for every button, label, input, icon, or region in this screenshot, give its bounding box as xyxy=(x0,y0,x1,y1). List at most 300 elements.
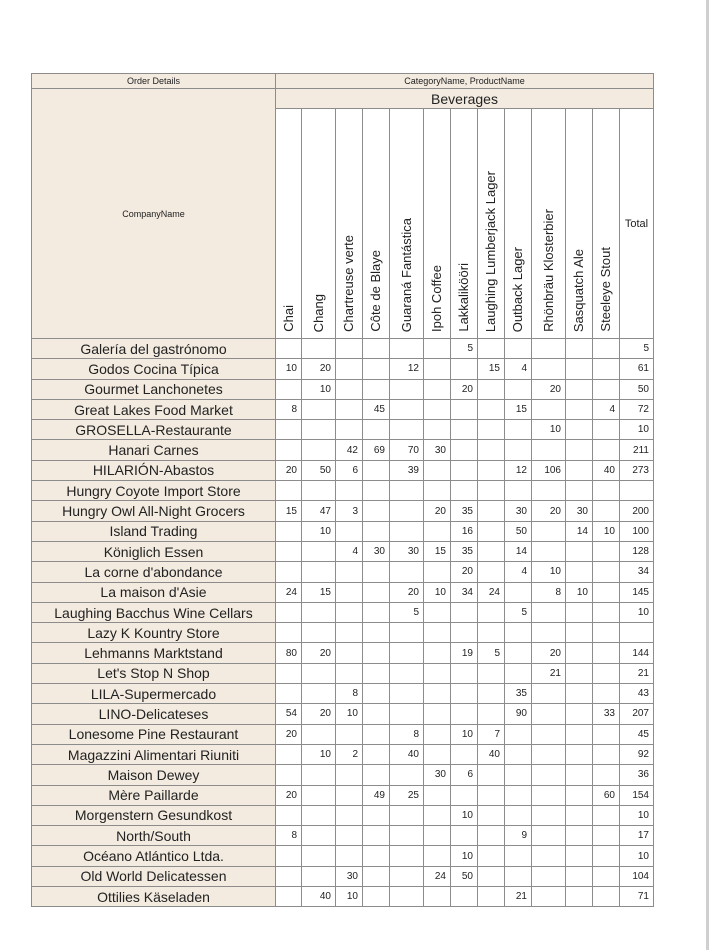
value-cell[interactable] xyxy=(566,399,593,419)
value-cell[interactable] xyxy=(505,805,532,825)
value-cell[interactable] xyxy=(390,684,424,704)
value-cell[interactable] xyxy=(424,521,451,541)
value-cell[interactable] xyxy=(336,562,363,582)
total-cell[interactable]: 10 xyxy=(620,805,654,825)
value-cell[interactable] xyxy=(390,501,424,521)
total-cell[interactable]: 10 xyxy=(620,602,654,622)
value-cell[interactable] xyxy=(390,339,424,359)
value-cell[interactable] xyxy=(276,846,302,866)
value-cell[interactable]: 40 xyxy=(593,460,620,480)
value-cell[interactable]: 70 xyxy=(390,440,424,460)
value-cell[interactable]: 2 xyxy=(336,744,363,764)
value-cell[interactable]: 8 xyxy=(276,826,302,846)
total-cell[interactable]: 10 xyxy=(620,420,654,440)
value-cell[interactable]: 35 xyxy=(505,684,532,704)
value-cell[interactable] xyxy=(336,846,363,866)
value-cell[interactable] xyxy=(478,602,505,622)
value-cell[interactable] xyxy=(451,663,478,683)
value-cell[interactable]: 10 xyxy=(566,582,593,602)
value-cell[interactable] xyxy=(363,481,390,501)
value-cell[interactable] xyxy=(593,602,620,622)
value-cell[interactable] xyxy=(532,602,566,622)
product-header[interactable] xyxy=(451,109,478,339)
value-cell[interactable] xyxy=(302,826,336,846)
product-header[interactable] xyxy=(424,109,451,339)
value-cell[interactable]: 30 xyxy=(505,501,532,521)
company-row-header[interactable]: La maison d'Asie xyxy=(32,582,276,602)
value-cell[interactable] xyxy=(451,684,478,704)
value-cell[interactable] xyxy=(363,460,390,480)
value-cell[interactable] xyxy=(566,339,593,359)
value-cell[interactable] xyxy=(478,846,505,866)
value-cell[interactable] xyxy=(451,399,478,419)
value-cell[interactable] xyxy=(505,765,532,785)
company-row-header[interactable]: Hungry Coyote Import Store xyxy=(32,481,276,501)
company-row-header[interactable]: Island Trading xyxy=(32,521,276,541)
value-cell[interactable] xyxy=(424,562,451,582)
company-row-header[interactable]: Morgenstern Gesundkost xyxy=(32,805,276,825)
company-row-header[interactable]: Océano Atlántico Ltda. xyxy=(32,846,276,866)
value-cell[interactable] xyxy=(566,744,593,764)
value-cell[interactable]: 30 xyxy=(363,541,390,561)
company-row-header[interactable]: LINO-Delicateses xyxy=(32,704,276,724)
value-cell[interactable] xyxy=(276,602,302,622)
value-cell[interactable] xyxy=(478,663,505,683)
value-cell[interactable] xyxy=(451,704,478,724)
value-cell[interactable] xyxy=(302,481,336,501)
value-cell[interactable] xyxy=(451,887,478,907)
value-cell[interactable] xyxy=(566,440,593,460)
value-cell[interactable] xyxy=(276,805,302,825)
value-cell[interactable] xyxy=(363,602,390,622)
total-cell[interactable]: 50 xyxy=(620,379,654,399)
value-cell[interactable] xyxy=(593,481,620,501)
company-row-header[interactable]: Laughing Bacchus Wine Cellars xyxy=(32,602,276,622)
value-cell[interactable] xyxy=(336,724,363,744)
value-cell[interactable]: 10 xyxy=(302,379,336,399)
value-cell[interactable] xyxy=(336,826,363,846)
value-cell[interactable]: 20 xyxy=(532,501,566,521)
value-cell[interactable] xyxy=(424,359,451,379)
value-cell[interactable] xyxy=(363,582,390,602)
value-cell[interactable] xyxy=(478,379,505,399)
value-cell[interactable] xyxy=(451,623,478,643)
value-cell[interactable] xyxy=(302,623,336,643)
value-cell[interactable]: 30 xyxy=(336,866,363,886)
value-cell[interactable]: 10 xyxy=(532,562,566,582)
value-cell[interactable] xyxy=(505,339,532,359)
value-cell[interactable]: 20 xyxy=(451,379,478,399)
company-name-header[interactable]: CompanyName xyxy=(32,89,276,339)
value-cell[interactable] xyxy=(336,643,363,663)
value-cell[interactable] xyxy=(566,359,593,379)
company-row-header[interactable]: Maison Dewey xyxy=(32,765,276,785)
value-cell[interactable] xyxy=(593,643,620,663)
value-cell[interactable] xyxy=(566,602,593,622)
value-cell[interactable] xyxy=(566,765,593,785)
value-cell[interactable] xyxy=(424,724,451,744)
value-cell[interactable] xyxy=(424,623,451,643)
value-cell[interactable] xyxy=(505,846,532,866)
value-cell[interactable] xyxy=(566,684,593,704)
value-cell[interactable] xyxy=(478,440,505,460)
company-row-header[interactable]: Let's Stop N Shop xyxy=(32,663,276,683)
value-cell[interactable] xyxy=(532,481,566,501)
value-cell[interactable]: 40 xyxy=(390,744,424,764)
value-cell[interactable]: 5 xyxy=(390,602,424,622)
value-cell[interactable]: 20 xyxy=(532,643,566,663)
value-cell[interactable]: 14 xyxy=(566,521,593,541)
value-cell[interactable] xyxy=(363,501,390,521)
value-cell[interactable] xyxy=(593,501,620,521)
value-cell[interactable]: 10 xyxy=(451,724,478,744)
value-cell[interactable] xyxy=(478,623,505,643)
value-cell[interactable] xyxy=(390,704,424,724)
value-cell[interactable] xyxy=(593,562,620,582)
value-cell[interactable]: 42 xyxy=(336,440,363,460)
product-header[interactable] xyxy=(505,109,532,339)
value-cell[interactable]: 30 xyxy=(424,765,451,785)
value-cell[interactable] xyxy=(336,359,363,379)
value-cell[interactable] xyxy=(532,440,566,460)
value-cell[interactable]: 34 xyxy=(451,582,478,602)
value-cell[interactable] xyxy=(566,623,593,643)
value-cell[interactable] xyxy=(336,602,363,622)
value-cell[interactable]: 8 xyxy=(532,582,566,602)
value-cell[interactable] xyxy=(593,420,620,440)
value-cell[interactable]: 10 xyxy=(593,521,620,541)
total-cell[interactable]: 17 xyxy=(620,826,654,846)
value-cell[interactable] xyxy=(424,704,451,724)
value-cell[interactable]: 9 xyxy=(505,826,532,846)
value-cell[interactable] xyxy=(424,744,451,764)
value-cell[interactable] xyxy=(390,805,424,825)
company-row-header[interactable]: HILARIÓN-Abastos xyxy=(32,460,276,480)
value-cell[interactable] xyxy=(302,846,336,866)
value-cell[interactable] xyxy=(390,663,424,683)
value-cell[interactable]: 19 xyxy=(451,643,478,663)
company-row-header[interactable]: LILA-Supermercado xyxy=(32,684,276,704)
value-cell[interactable] xyxy=(451,826,478,846)
value-cell[interactable]: 90 xyxy=(505,704,532,724)
value-cell[interactable] xyxy=(424,481,451,501)
value-cell[interactable] xyxy=(302,440,336,460)
value-cell[interactable]: 4 xyxy=(505,359,532,379)
value-cell[interactable]: 4 xyxy=(593,399,620,419)
value-cell[interactable] xyxy=(532,765,566,785)
value-cell[interactable] xyxy=(566,846,593,866)
value-cell[interactable] xyxy=(532,541,566,561)
value-cell[interactable]: 5 xyxy=(451,339,478,359)
total-cell[interactable]: 36 xyxy=(620,765,654,785)
value-cell[interactable] xyxy=(424,339,451,359)
value-cell[interactable] xyxy=(424,399,451,419)
value-cell[interactable] xyxy=(302,663,336,683)
total-cell[interactable]: 5 xyxy=(620,339,654,359)
value-cell[interactable] xyxy=(505,866,532,886)
value-cell[interactable]: 80 xyxy=(276,643,302,663)
value-cell[interactable] xyxy=(566,643,593,663)
value-cell[interactable] xyxy=(276,481,302,501)
value-cell[interactable] xyxy=(478,704,505,724)
value-cell[interactable] xyxy=(390,623,424,643)
value-cell[interactable]: 106 xyxy=(532,460,566,480)
value-cell[interactable]: 30 xyxy=(390,541,424,561)
value-cell[interactable]: 10 xyxy=(336,887,363,907)
value-cell[interactable] xyxy=(302,562,336,582)
total-cell[interactable]: 154 xyxy=(620,785,654,805)
value-cell[interactable]: 20 xyxy=(390,582,424,602)
value-cell[interactable]: 5 xyxy=(505,602,532,622)
company-row-header[interactable]: North/South xyxy=(32,826,276,846)
value-cell[interactable]: 40 xyxy=(478,744,505,764)
value-cell[interactable] xyxy=(478,501,505,521)
value-cell[interactable] xyxy=(478,562,505,582)
value-cell[interactable]: 20 xyxy=(302,643,336,663)
value-cell[interactable]: 5 xyxy=(478,643,505,663)
value-cell[interactable] xyxy=(302,684,336,704)
order-details-header[interactable]: Order Details xyxy=(32,74,276,89)
value-cell[interactable] xyxy=(593,805,620,825)
value-cell[interactable] xyxy=(451,481,478,501)
total-cell[interactable]: 207 xyxy=(620,704,654,724)
value-cell[interactable] xyxy=(505,440,532,460)
value-cell[interactable] xyxy=(276,663,302,683)
value-cell[interactable] xyxy=(593,887,620,907)
value-cell[interactable]: 69 xyxy=(363,440,390,460)
value-cell[interactable]: 10 xyxy=(532,420,566,440)
product-header[interactable] xyxy=(532,109,566,339)
value-cell[interactable]: 6 xyxy=(336,460,363,480)
value-cell[interactable] xyxy=(532,785,566,805)
company-row-header[interactable]: GROSELLA-Restaurante xyxy=(32,420,276,440)
value-cell[interactable]: 15 xyxy=(478,359,505,379)
value-cell[interactable] xyxy=(478,541,505,561)
value-cell[interactable]: 10 xyxy=(451,805,478,825)
value-cell[interactable] xyxy=(478,521,505,541)
value-cell[interactable]: 50 xyxy=(451,866,478,886)
value-cell[interactable]: 10 xyxy=(302,744,336,764)
value-cell[interactable]: 20 xyxy=(532,379,566,399)
value-cell[interactable] xyxy=(390,866,424,886)
value-cell[interactable] xyxy=(532,399,566,419)
value-cell[interactable]: 20 xyxy=(276,785,302,805)
value-cell[interactable] xyxy=(532,744,566,764)
value-cell[interactable] xyxy=(566,481,593,501)
total-cell[interactable]: 21 xyxy=(620,663,654,683)
value-cell[interactable] xyxy=(478,460,505,480)
value-cell[interactable]: 4 xyxy=(505,562,532,582)
value-cell[interactable]: 21 xyxy=(532,663,566,683)
value-cell[interactable] xyxy=(336,399,363,419)
value-cell[interactable] xyxy=(390,562,424,582)
value-cell[interactable]: 4 xyxy=(336,541,363,561)
value-cell[interactable]: 8 xyxy=(390,724,424,744)
company-row-header[interactable]: Galería del gastrónomo xyxy=(32,339,276,359)
value-cell[interactable] xyxy=(593,826,620,846)
value-cell[interactable] xyxy=(593,684,620,704)
total-cell[interactable]: 10 xyxy=(620,846,654,866)
value-cell[interactable] xyxy=(478,339,505,359)
value-cell[interactable] xyxy=(566,663,593,683)
value-cell[interactable] xyxy=(302,724,336,744)
value-cell[interactable] xyxy=(566,562,593,582)
value-cell[interactable]: 20 xyxy=(276,460,302,480)
company-row-header[interactable]: Mère Paillarde xyxy=(32,785,276,805)
total-cell[interactable]: 200 xyxy=(620,501,654,521)
value-cell[interactable] xyxy=(478,420,505,440)
value-cell[interactable] xyxy=(363,339,390,359)
value-cell[interactable] xyxy=(505,785,532,805)
value-cell[interactable] xyxy=(593,866,620,886)
value-cell[interactable] xyxy=(532,826,566,846)
value-cell[interactable] xyxy=(478,399,505,419)
value-cell[interactable]: 54 xyxy=(276,704,302,724)
total-cell[interactable]: 145 xyxy=(620,582,654,602)
product-header[interactable] xyxy=(302,109,336,339)
value-cell[interactable] xyxy=(451,785,478,805)
value-cell[interactable] xyxy=(593,582,620,602)
product-header[interactable] xyxy=(390,109,424,339)
value-cell[interactable] xyxy=(336,765,363,785)
value-cell[interactable] xyxy=(593,724,620,744)
company-row-header[interactable]: Hanari Carnes xyxy=(32,440,276,460)
value-cell[interactable] xyxy=(336,481,363,501)
value-cell[interactable] xyxy=(566,704,593,724)
value-cell[interactable]: 10 xyxy=(276,359,302,379)
value-cell[interactable] xyxy=(336,663,363,683)
value-cell[interactable] xyxy=(424,826,451,846)
value-cell[interactable] xyxy=(390,846,424,866)
value-cell[interactable] xyxy=(363,724,390,744)
value-cell[interactable]: 39 xyxy=(390,460,424,480)
value-cell[interactable] xyxy=(390,643,424,663)
value-cell[interactable]: 45 xyxy=(363,399,390,419)
value-cell[interactable] xyxy=(532,339,566,359)
value-cell[interactable] xyxy=(390,481,424,501)
value-cell[interactable] xyxy=(276,521,302,541)
value-cell[interactable] xyxy=(566,805,593,825)
total-cell[interactable]: 211 xyxy=(620,440,654,460)
value-cell[interactable] xyxy=(593,765,620,785)
value-cell[interactable]: 24 xyxy=(424,866,451,886)
value-cell[interactable] xyxy=(336,623,363,643)
value-cell[interactable] xyxy=(451,744,478,764)
value-cell[interactable] xyxy=(424,684,451,704)
value-cell[interactable]: 6 xyxy=(451,765,478,785)
value-cell[interactable] xyxy=(336,379,363,399)
total-cell[interactable]: 273 xyxy=(620,460,654,480)
value-cell[interactable]: 15 xyxy=(276,501,302,521)
value-cell[interactable] xyxy=(302,420,336,440)
total-cell[interactable]: 72 xyxy=(620,399,654,419)
total-cell[interactable]: 71 xyxy=(620,887,654,907)
value-cell[interactable] xyxy=(363,420,390,440)
value-cell[interactable]: 8 xyxy=(276,399,302,419)
value-cell[interactable] xyxy=(363,826,390,846)
value-cell[interactable] xyxy=(532,846,566,866)
company-row-header[interactable]: Old World Delicatessen xyxy=(32,866,276,886)
value-cell[interactable] xyxy=(302,602,336,622)
value-cell[interactable] xyxy=(276,623,302,643)
value-cell[interactable] xyxy=(505,582,532,602)
value-cell[interactable] xyxy=(363,805,390,825)
value-cell[interactable]: 8 xyxy=(336,684,363,704)
value-cell[interactable] xyxy=(363,663,390,683)
value-cell[interactable]: 16 xyxy=(451,521,478,541)
company-row-header[interactable]: Great Lakes Food Market xyxy=(32,399,276,419)
total-cell[interactable] xyxy=(620,623,654,643)
product-header[interactable] xyxy=(363,109,390,339)
value-cell[interactable] xyxy=(363,887,390,907)
value-cell[interactable] xyxy=(478,866,505,886)
value-cell[interactable] xyxy=(363,684,390,704)
value-cell[interactable] xyxy=(302,399,336,419)
value-cell[interactable] xyxy=(505,623,532,643)
value-cell[interactable] xyxy=(505,481,532,501)
value-cell[interactable] xyxy=(532,359,566,379)
value-cell[interactable] xyxy=(276,684,302,704)
value-cell[interactable] xyxy=(276,887,302,907)
value-cell[interactable] xyxy=(478,481,505,501)
value-cell[interactable] xyxy=(566,379,593,399)
value-cell[interactable] xyxy=(363,704,390,724)
value-cell[interactable] xyxy=(276,562,302,582)
total-cell[interactable]: 128 xyxy=(620,541,654,561)
value-cell[interactable]: 15 xyxy=(424,541,451,561)
value-cell[interactable] xyxy=(390,420,424,440)
value-cell[interactable]: 7 xyxy=(478,724,505,744)
value-cell[interactable] xyxy=(276,866,302,886)
value-cell[interactable] xyxy=(276,541,302,561)
value-cell[interactable] xyxy=(363,643,390,663)
value-cell[interactable] xyxy=(336,521,363,541)
value-cell[interactable] xyxy=(451,440,478,460)
value-cell[interactable] xyxy=(532,521,566,541)
value-cell[interactable]: 24 xyxy=(478,582,505,602)
value-cell[interactable] xyxy=(566,420,593,440)
value-cell[interactable] xyxy=(451,420,478,440)
value-cell[interactable]: 49 xyxy=(363,785,390,805)
company-row-header[interactable]: Ottilies Käseladen xyxy=(32,887,276,907)
value-cell[interactable]: 35 xyxy=(451,541,478,561)
value-cell[interactable]: 10 xyxy=(336,704,363,724)
value-cell[interactable] xyxy=(566,887,593,907)
total-cell[interactable]: 100 xyxy=(620,521,654,541)
value-cell[interactable] xyxy=(336,805,363,825)
value-cell[interactable]: 10 xyxy=(451,846,478,866)
value-cell[interactable]: 10 xyxy=(424,582,451,602)
value-cell[interactable] xyxy=(593,846,620,866)
value-cell[interactable] xyxy=(390,379,424,399)
value-cell[interactable]: 40 xyxy=(302,887,336,907)
value-cell[interactable]: 3 xyxy=(336,501,363,521)
value-cell[interactable] xyxy=(505,643,532,663)
value-cell[interactable]: 25 xyxy=(390,785,424,805)
total-cell[interactable] xyxy=(620,481,654,501)
total-header[interactable]: Total xyxy=(620,109,654,339)
value-cell[interactable]: 24 xyxy=(276,582,302,602)
value-cell[interactable] xyxy=(276,339,302,359)
value-cell[interactable] xyxy=(363,744,390,764)
value-cell[interactable] xyxy=(451,359,478,379)
value-cell[interactable] xyxy=(532,724,566,744)
category-product-header[interactable]: CategoryName, ProductName xyxy=(276,74,654,89)
value-cell[interactable] xyxy=(390,887,424,907)
value-cell[interactable] xyxy=(593,663,620,683)
value-cell[interactable] xyxy=(532,866,566,886)
value-cell[interactable] xyxy=(363,846,390,866)
